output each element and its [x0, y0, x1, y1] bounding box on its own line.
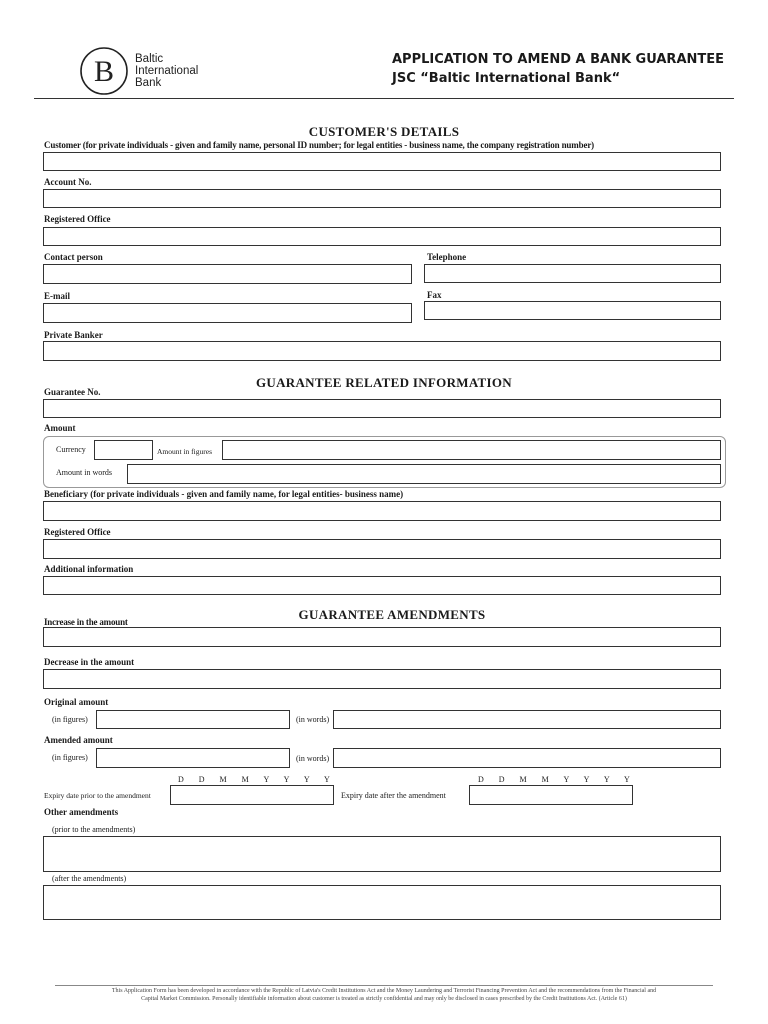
fax-field[interactable]: [424, 301, 721, 320]
registered-office-label: Registered Office: [44, 214, 111, 224]
telephone-field[interactable]: [424, 264, 721, 283]
original-words-field[interactable]: [333, 710, 721, 729]
form-subtitle: JSC “Baltic International Bank“: [392, 71, 621, 86]
email-field[interactable]: [43, 303, 412, 323]
original-figures-field[interactable]: [96, 710, 290, 729]
form-title: APPLICATION TO AMEND A BANK GUARANTEE: [392, 52, 725, 67]
expiry-prior-label: Expiry date prior to the amendment: [44, 791, 151, 800]
footer-line: This Application Form has been developed in accordance with the Republic of Latvia's Credit Institutions Act and the Money Laundering and Terrorist Financing Prevention Act and the recommendations from the Financial and: [111, 988, 657, 994]
amended-amount-label: Amended amount: [44, 735, 113, 745]
prior-amendments-label: (prior to the amendments): [52, 825, 136, 834]
expiry-prior-field[interactable]: [170, 785, 334, 805]
customer-label: Customer (for private individuals - given and family name, personal ID number; for legal entities - business name, the company registration number): [44, 140, 595, 150]
footer-divider: [55, 985, 713, 986]
account-label: Account No.: [44, 177, 92, 187]
increase-label: Increase in the amount: [44, 617, 128, 627]
telephone-label: Telephone: [427, 252, 467, 262]
amount-words-label: Amount in words: [56, 468, 112, 477]
amended-words-field[interactable]: [333, 748, 721, 768]
logo-line: Bank: [135, 77, 162, 89]
beneficiary-label: Beneficiary (for private individuals - given and family name, for legal entities- business name): [44, 489, 404, 499]
currency-field[interactable]: [94, 440, 153, 460]
section-title-customer: CUSTOMER'S DETAILS: [308, 124, 460, 139]
logo-b-icon: [79, 46, 131, 98]
original-amount-label: Original amount: [44, 697, 109, 707]
bank-logo: [79, 46, 219, 98]
section-title-amendments: GUARANTEE AMENDMENTS: [298, 607, 486, 622]
contact-person-field[interactable]: [43, 264, 412, 284]
decrease-field[interactable]: [43, 669, 721, 689]
amended-figures-field[interactable]: [96, 748, 290, 768]
after-amendments-label: (after the amendments): [52, 874, 127, 883]
guarantee-no-field[interactable]: [43, 399, 721, 418]
increase-field[interactable]: [43, 627, 721, 647]
original-in-words-label: (in words): [296, 715, 330, 724]
currency-label: Currency: [56, 445, 86, 454]
expiry-after-field[interactable]: [469, 785, 633, 805]
footer-line: Capital Market Commission. Personally identifiable information about customer is treated as strictly confidential and may only be disclosed in cases prescribed by the Credit Institutions Act. (Article 61): [141, 996, 627, 1002]
amount-label: Amount: [44, 423, 76, 433]
amended-in-figures-label: (in figures): [52, 753, 88, 762]
amount-words-field[interactable]: [127, 464, 721, 484]
beneficiary-field[interactable]: [43, 501, 721, 521]
svg-text:B: B: [93, 55, 115, 88]
private-banker-label: Private Banker: [44, 330, 103, 340]
after-amendments-field[interactable]: [43, 885, 721, 920]
additional-info-label: Additional information: [44, 564, 134, 574]
prior-amendments-field[interactable]: [43, 836, 721, 872]
footer-disclaimer: [40, 987, 728, 1003]
decrease-label: Decrease in the amount: [44, 657, 135, 667]
registered-office-field[interactable]: [43, 227, 721, 246]
date-format-hint: D D M M Y Y Y Y: [178, 775, 337, 784]
beneficiary-registered-office-label: Registered Office: [44, 527, 111, 537]
original-in-figures-label: (in figures): [52, 715, 88, 724]
amended-in-words-label: (in words): [296, 754, 330, 763]
amount-figures-label: Amount in figures: [157, 447, 212, 456]
customer-field[interactable]: [43, 152, 721, 171]
email-label: E-mail: [44, 291, 70, 301]
section-title-guarantee: GUARANTEE RELATED INFORMATION: [256, 375, 512, 390]
header-divider: [34, 98, 734, 99]
expiry-after-label: Expiry date after the amendment: [341, 791, 446, 800]
fax-label: Fax: [427, 290, 442, 300]
account-field[interactable]: [43, 189, 721, 208]
logo-line: Baltic: [135, 53, 164, 65]
contact-person-label: Contact person: [44, 252, 103, 262]
other-amendments-label: Other amendments: [44, 807, 119, 817]
private-banker-field[interactable]: [43, 341, 721, 361]
guarantee-no-label: Guarantee No.: [44, 387, 101, 397]
amount-figures-field[interactable]: [222, 440, 721, 460]
beneficiary-registered-office-field[interactable]: [43, 539, 721, 559]
date-format-hint: D D M M Y Y Y Y: [478, 775, 637, 784]
logo-line: International: [135, 65, 199, 77]
additional-info-field[interactable]: [43, 576, 721, 595]
